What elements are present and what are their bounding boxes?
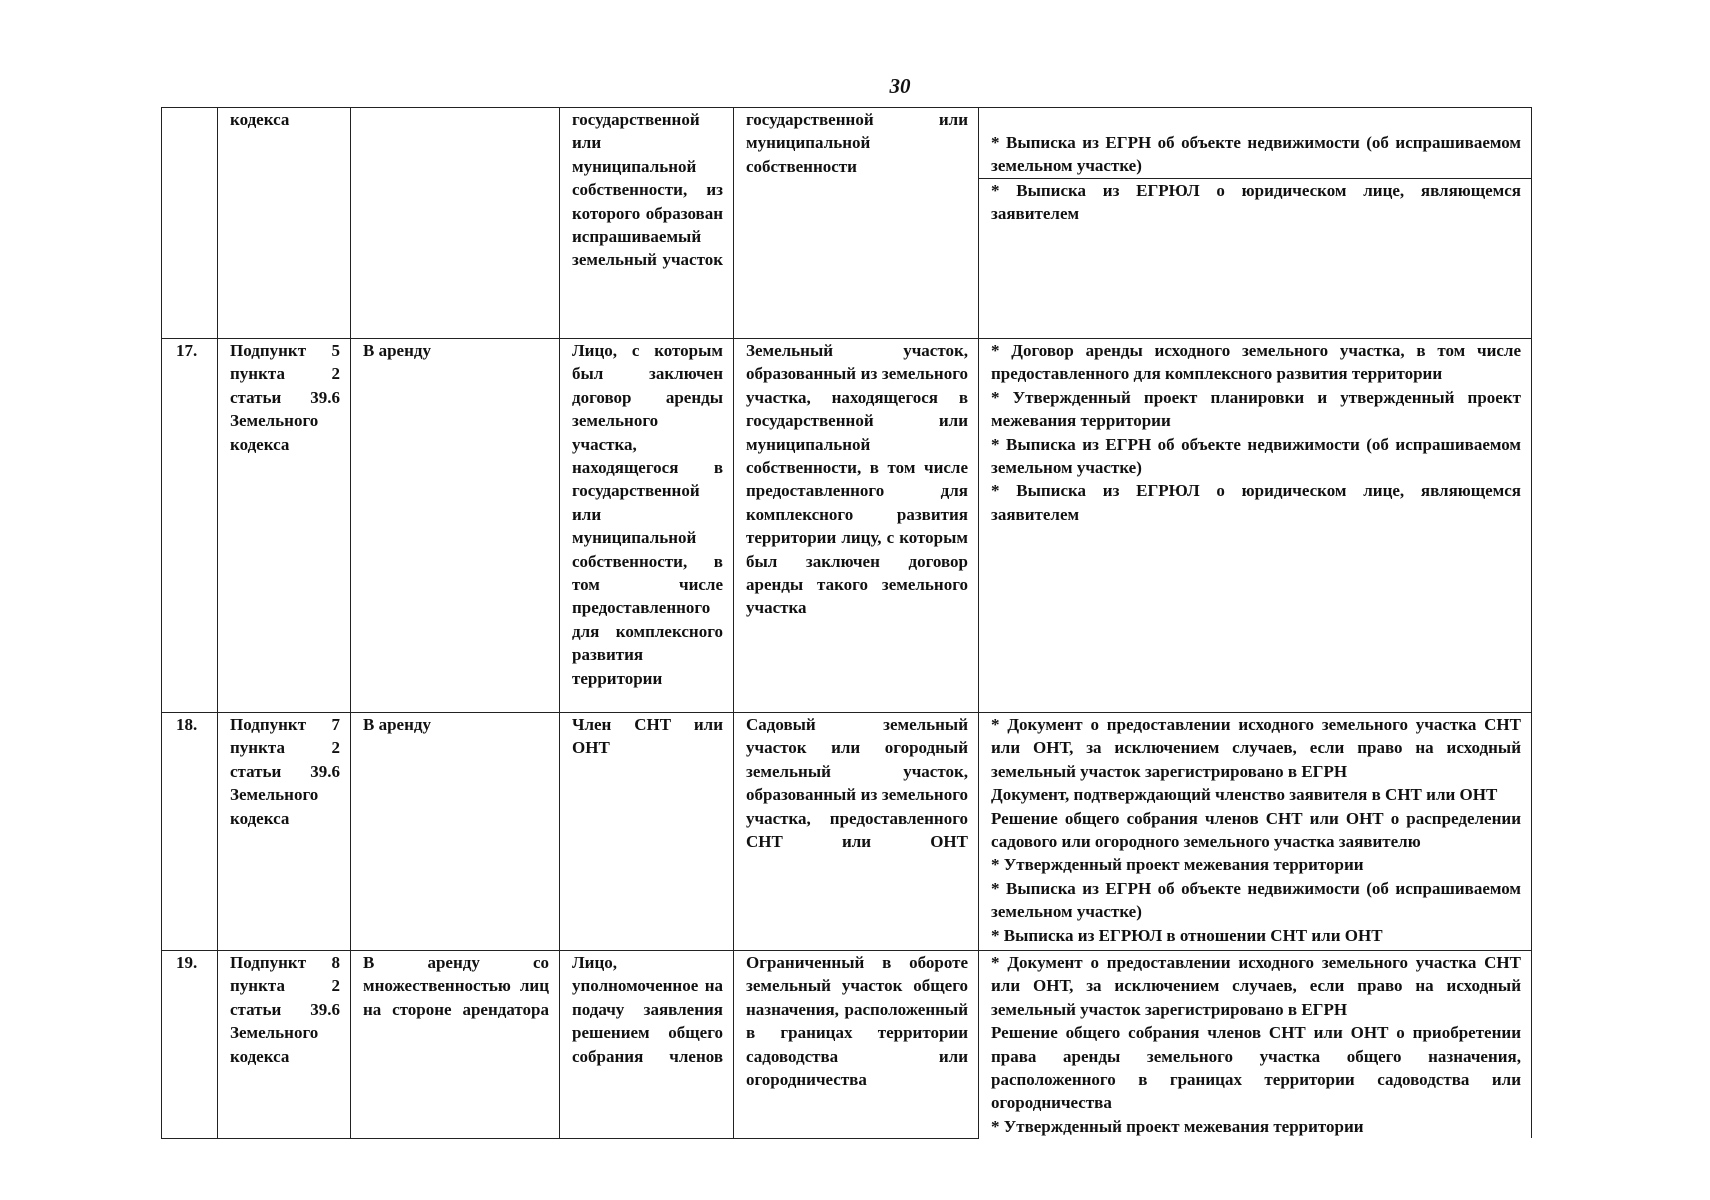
document-item: Решение общего собрания членов СНТ или ОНТ о приобретении права аренды земельного участка общего назначения, расположенного в границах территории садоводства или огородничества <box>991 1023 1521 1113</box>
document-item: * Выписка из ЕГРЮЛ о юридическом лице, являющемся заявителем <box>991 481 1521 524</box>
applicant-category: Член СНТ или ОНТ <box>560 713 734 951</box>
document-item: * Выписка из ЕГРН об объекте недвижимости (об испрашиваемом земельном участке) <box>991 133 1521 176</box>
table-row <box>162 108 1532 339</box>
applicant-category: государственной или муниципальной собственности, из которого образован испрашиваемый земельный участок <box>560 108 734 339</box>
row-number <box>162 108 218 339</box>
document-item: * Утвержденный проект межевания территории <box>991 855 1364 875</box>
document-item: * Выписка из ЕГРЮЛ в отношении СНТ или ОНТ <box>991 925 1383 945</box>
document-item: * Выписка из ЕГРН об объекте недвижимости (об испрашиваемом земельном участке) <box>991 434 1521 478</box>
land-plot-description: Земельный участок, образованный из земельного участка, находящегося в государственной или муниципальной собственности, в том числе предоставленного для комплексного развития территории лицу, с которым был заключен договор аренды такого земельного участка <box>734 339 979 713</box>
applicant-category: Лицо, с которым был заключен договор аренды земельного участка, находящегося в государственной или муниципальной собственности, в том числе предоставленного для комплексного развития территории <box>560 339 734 713</box>
provision-type: В аренду <box>351 713 560 951</box>
provision-type: В аренду со множественностью лиц на стороне арендатора <box>351 951 560 1139</box>
row-number: 19. <box>162 951 218 1139</box>
document-item: * Договор аренды исходного земельного участка, в том числе предоставленного для комплексного развития территории <box>991 341 1521 384</box>
row-number: 18. <box>162 713 218 951</box>
document-item: Документ, подтверждающий членство заявителя в СНТ или ОНТ <box>991 785 1498 805</box>
table-row <box>162 339 1532 713</box>
land-plot-description: государственной или муниципальной собственности <box>734 108 979 339</box>
required-documents <box>979 951 1532 1139</box>
provision-type: В аренду <box>351 339 560 713</box>
document-item: * Выписка из ЕГРН об объекте недвижимости (об испрашиваемом земельном участке) <box>991 878 1521 922</box>
required-documents <box>979 713 1532 951</box>
table-row <box>162 713 1532 951</box>
legal-basis: Подпункт 8 пункта 2 статьи 39.6 Земельного кодекса <box>218 951 351 1139</box>
document-table <box>161 107 1532 1139</box>
legal-basis: кодекса <box>218 108 351 339</box>
document-item: * Документ о предоставлении исходного земельного участка СНТ или ОНТ, за исключением случаев, если право на исходный земельный участок зарегистрировано в ЕГРН <box>991 953 1521 1019</box>
page-number: 30 <box>889 74 911 98</box>
document-item: * Выписка из ЕГРЮЛ о юридическом лице, являющемся заявителем <box>979 178 1531 226</box>
document-item: * Утвержденный проект планировки и утвержденный проект межевания территории <box>991 387 1521 431</box>
legal-basis: Подпункт 7 пункта 2 статьи 39.6 Земельного кодекса <box>218 713 351 951</box>
required-documents <box>979 108 1532 339</box>
required-documents <box>979 339 1532 713</box>
applicant-category: Лицо, уполномоченное на подачу заявления решением общего собрания членов <box>560 951 734 1139</box>
document-item: * Документ о предоставлении исходного земельного участка СНТ или ОНТ, за исключением случаев, если право на исходный земельный участок зарегистрировано в ЕГРН <box>991 715 1521 781</box>
land-plot-description: Садовый земельный участок или огородный земельный участок, образованный из земельного участка, предоставленного СНТ или ОНТ <box>734 713 979 951</box>
document-item: Решение общего собрания членов СНТ или ОНТ о распределении садового или огородного земельного участка заявителю <box>991 808 1521 852</box>
provision-type <box>351 108 560 339</box>
land-plot-description: Ограниченный в обороте земельный участок общего назначения, расположенный в границах территории садоводства или огородничества <box>734 951 979 1139</box>
row-number: 17. <box>162 339 218 713</box>
table-row <box>162 951 1532 1139</box>
document-item: * Утвержденный проект межевания территории <box>991 1116 1364 1136</box>
legal-basis: Подпункт 5 пункта 2 статьи 39.6 Земельного кодекса <box>218 339 351 713</box>
